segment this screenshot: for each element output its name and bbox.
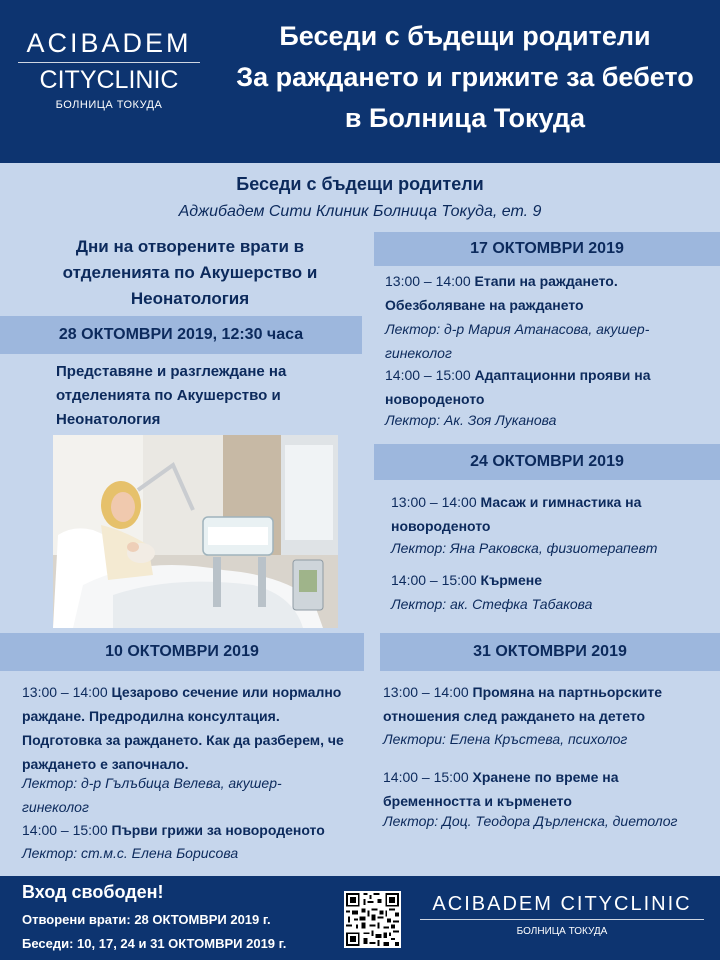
date-band-oct24: 24 ОКТОМВРИ 2019 (374, 444, 720, 480)
open-days-description: Представяне и разглеждане на отделенията по Акушерство и Неонатология (56, 363, 287, 428)
intro-location: Аджибадем Сити Клиник Болница Токуда, ет. 9 (178, 203, 542, 220)
session-time: 14:00 – 15:00 (22, 822, 108, 838)
session-oct10-2 (22, 818, 362, 842)
mother-baby-photo (53, 435, 338, 628)
lecturer-oct17-1: Лектор: д-р Мария Атанасова, акушер-гинеколог (385, 321, 650, 361)
session-oct10-1 (22, 680, 352, 776)
session-time: 13:00 – 14:00 (385, 273, 471, 289)
session-oct17-2 (385, 363, 705, 411)
session-time: 13:00 – 14:00 (22, 684, 108, 700)
session-topic: Етапи на раждането. Обезболяване на раждането (385, 273, 618, 313)
open-days-date-band: 28 ОКТОМВРИ 2019, 12:30 часа (0, 316, 362, 354)
session-time: 14:00 – 15:00 (383, 769, 469, 785)
lecturer-oct31-2: Лектор: Доц. Теодора Дърленска, диетолог (383, 813, 678, 829)
logo-line1: ACIBADEM (26, 28, 192, 58)
lecturer-oct24-1: Лектор: Яна Раковска, физиотерапевт (391, 540, 658, 556)
lecturer-oct31-1: Лектори: Елена Кръстева, психолог (383, 731, 628, 747)
date-band-oct10: 10 ОКТОМВРИ 2019 (0, 633, 364, 671)
footer-logo-line1: ACIBADEM CITYCLINIC (432, 893, 692, 915)
session-topic: Хранене по време на бременността и кърменето (383, 769, 619, 809)
session-topic: Масаж и гимнастика на новороденото (391, 494, 642, 534)
session-topic: Адаптационни прояви на новороденото (385, 367, 651, 407)
free-entry-text: Вход свободен! (22, 882, 164, 902)
title-line-2: За раждането и грижите за бебето (236, 62, 694, 92)
session-oct31-1 (383, 680, 703, 728)
logo-line2: CITYCLINIC (39, 66, 179, 94)
talks-line: Беседи: 10, 17, 24 и 31 ОКТОМВРИ 2019 г. (22, 936, 287, 951)
session-topic: Кърмене (480, 572, 543, 588)
acibadem-logo (14, 28, 204, 111)
open-doors-line: Отворени врати: 28 ОКТОМВРИ 2019 г. (22, 912, 271, 927)
logo-line3: БОЛНИЦА ТОКУДА (55, 99, 163, 111)
acibadem-footer-logo (414, 893, 710, 937)
session-time: 13:00 – 14:00 (391, 494, 477, 510)
session-topic: Промяна на партньорските отношения след раждането на детето (383, 684, 662, 724)
open-days-title: Дни на отворените врати в отделенията по Акушерство и Неонатология (62, 237, 318, 308)
session-oct24-2 (391, 568, 711, 592)
date-band-oct31: 31 ОКТОМВРИ 2019 (380, 633, 720, 671)
session-time: 14:00 – 15:00 (385, 367, 471, 383)
session-time: 13:00 – 14:00 (383, 684, 469, 700)
session-topic: Първи грижи за новороденото (111, 822, 325, 838)
page-title (215, 16, 715, 139)
footer-logo-divider (420, 919, 704, 920)
lecturer-oct10-2: Лектор: ст.м.с. Елена Борисова (22, 845, 239, 861)
lecturer-oct10-1: Лектор: д-р Гълъбица Велева, акушер-гинеколог (22, 775, 282, 815)
lecturer-oct17-2: Лектор: Ак. Зоя Луканова (385, 412, 557, 428)
intro-title: Беседи с бъдещи родители (236, 174, 484, 194)
date-band-oct17: 17 ОКТОМВРИ 2019 (374, 232, 720, 266)
lecturer-oct24-2: Лектор: ак. Стефка Табакова (391, 596, 593, 612)
session-oct31-2 (383, 765, 703, 813)
session-topic: Цезарово сечение или нормално раждане. Предродилна консултация. Подготовка за раждането. Как да разберем, че раждането е започнало. (22, 684, 344, 772)
qr-code-icon[interactable] (344, 891, 401, 948)
session-oct24-1 (391, 490, 701, 538)
title-line-3: в Болница Токуда (344, 103, 586, 133)
session-time: 14:00 – 15:00 (391, 572, 477, 588)
logo-divider (18, 62, 200, 63)
title-line-1: Беседи с бъдещи родители (279, 21, 651, 51)
session-oct17-1 (385, 269, 705, 317)
footer-logo-line2: БОЛНИЦА ТОКУДА (516, 926, 608, 937)
